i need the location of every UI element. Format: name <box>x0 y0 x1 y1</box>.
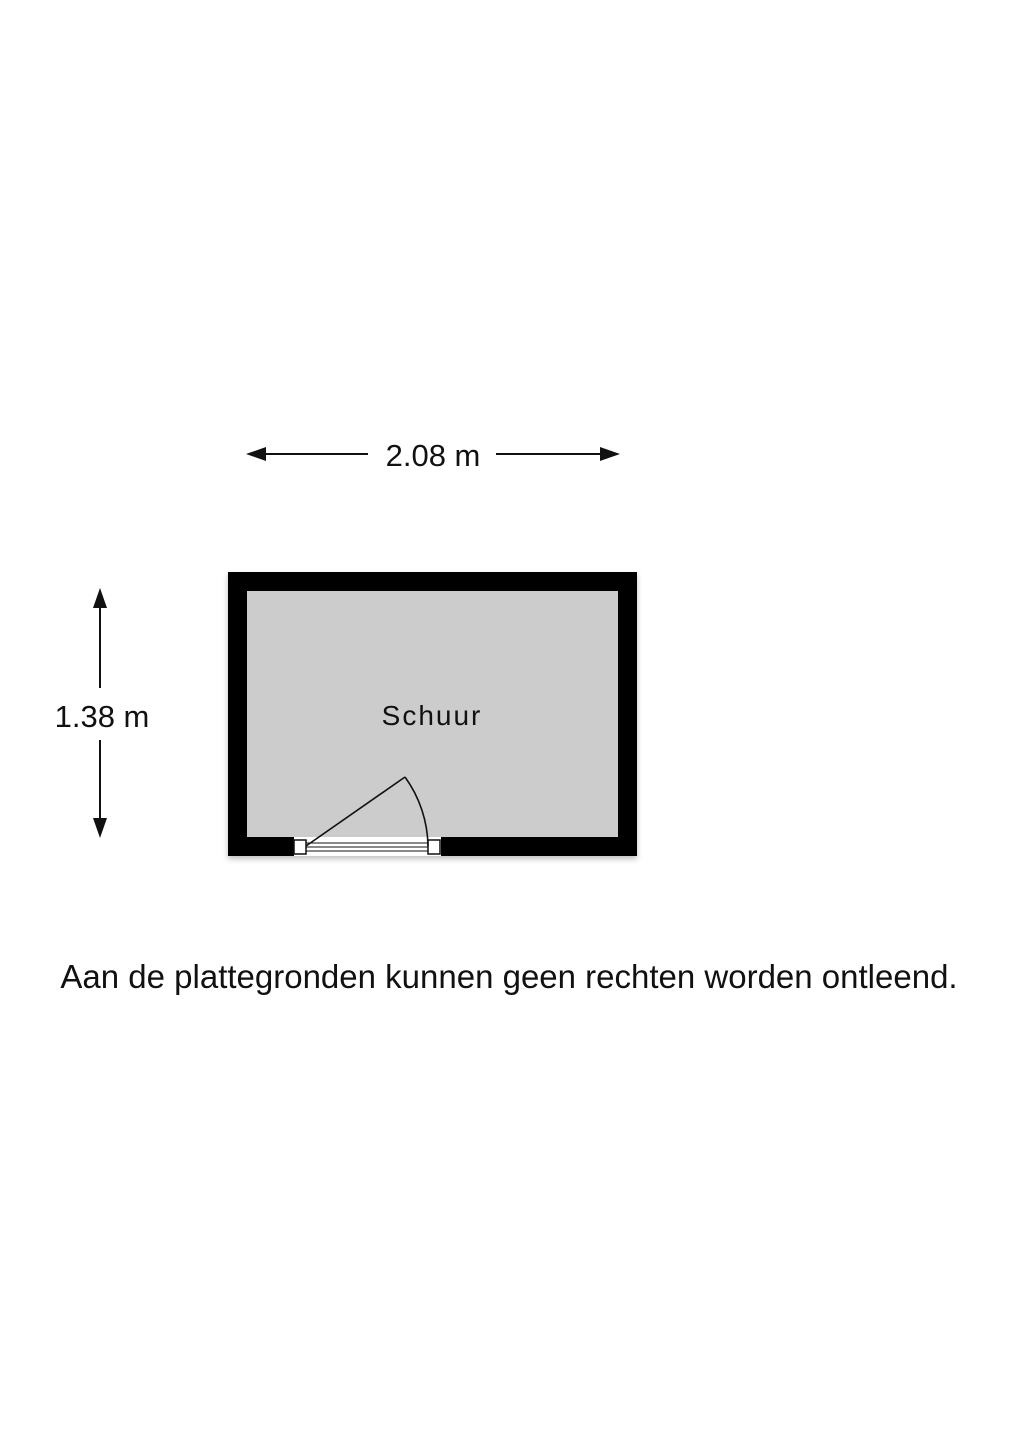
height-dimension-label: 1.38 m <box>54 699 150 734</box>
room-schuur <box>228 572 637 856</box>
room-label: Schuur <box>381 700 483 731</box>
width-dimension <box>246 438 620 473</box>
arrow-left-icon <box>246 447 266 461</box>
arrow-right-icon <box>600 447 620 461</box>
arrow-down-icon <box>93 818 107 838</box>
height-dimension <box>55 588 150 838</box>
door-frame-left <box>294 840 306 854</box>
arrow-up-icon <box>93 588 107 608</box>
width-dimension-label: 2.08 m <box>385 438 481 473</box>
door-frame-right <box>428 840 440 854</box>
disclaimer-text: Aan de plattegronden kunnen geen rechten worden ontleend. <box>60 958 958 995</box>
